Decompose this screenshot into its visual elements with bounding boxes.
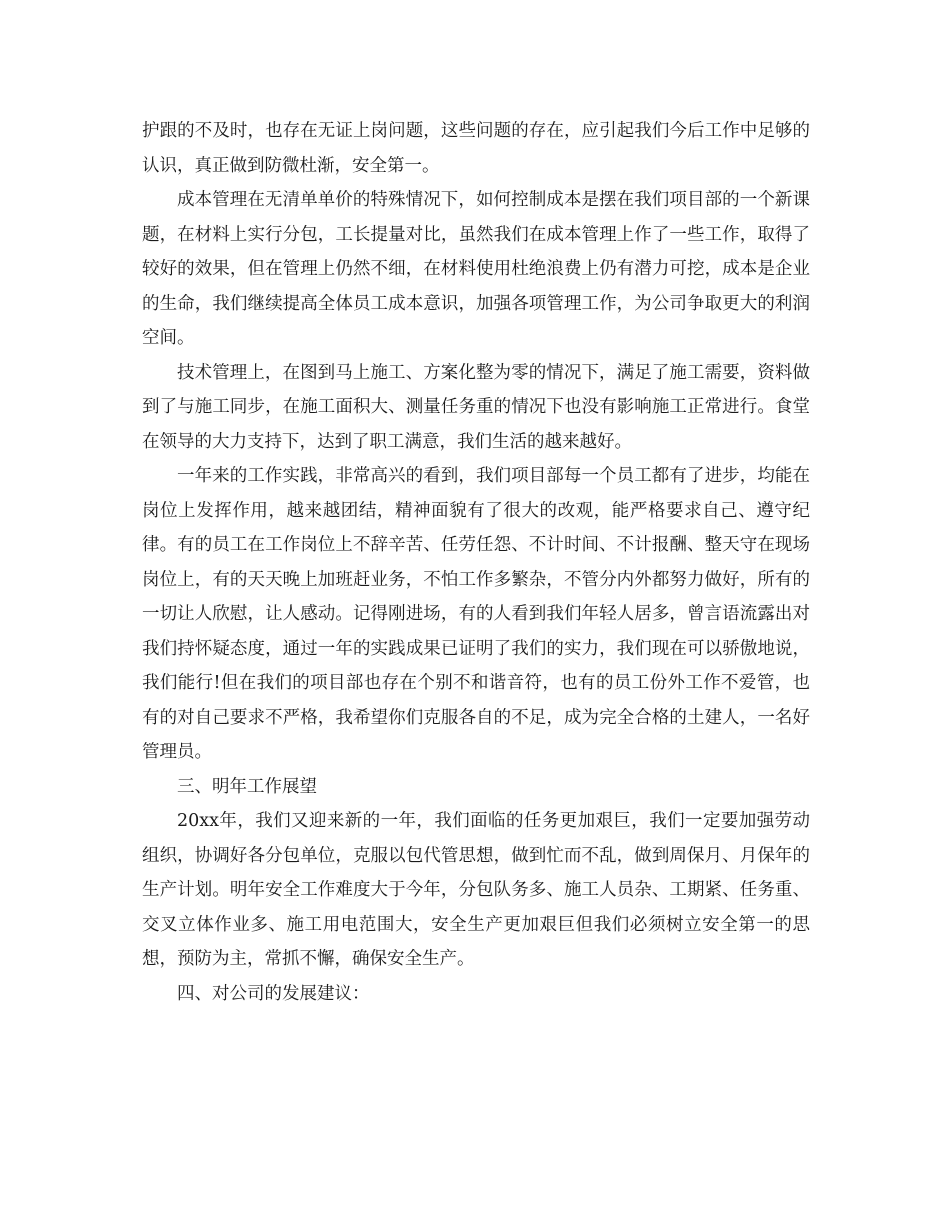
paragraph-year-practice: 一年来的工作实践，非常高兴的看到，我们项目部每一个员工都有了进步，均能在岗位上发挥作用，越来越团结，精神面貌有了很大的改观，能严格要求自己、遵守纪律。有的员工在工作岗位上不辞辛苦、任劳任怨、不计时间、不计报酬、整天守在现场岗位上，有的天天晚上加班赶业务，不怕工作多繁杂，不管分内外都努力做好，所有的一切让人欣慰，让人感动。记得刚进场，有的人看到我们年轻人居多，曾言语流露出对我们持怀疑态度，通过一年的实践成果已证明了我们的实力，我们现在可以骄傲地说，我们能行!但在我们的项目部也存在个别不和谐音符，也有的员工份外工作不爱管，也有的对自己要求不严格，我希望你们克服各自的不足，成为完全合格的土建人，一名好管理员。 xyxy=(142,466,810,762)
paragraph-cost-management: 成本管理在无清单单价的特殊情况下，如何控制成本是摆在我们项目部的一个新课题，在材料上实行分包，工长提量对比，虽然我们在成本管理上作了一些工作，取得了较好的效果，但在管理上仍然不细，在材料使用杜绝浪费上仍有潜力可挖，成本是企业的生命，我们继续提高全体员工成本意识，加强各项管理工作，为公司争取更大的利润空间。 xyxy=(142,190,810,348)
paragraph-technical-management: 技术管理上，在图到马上施工、方案化整为零的情况下，满足了施工需要，资料做到了与施工同步，在施工面积大、测量任务重的情况下也没有影响施工正常进行。食堂在领导的大力支持下，达到了职工满意，我们生活的越来越好。 xyxy=(142,362,810,452)
section-heading-company-suggestions: 四、对公司的发展建议： xyxy=(177,983,370,1004)
section-heading-next-year-outlook: 三、明年工作展望 xyxy=(177,776,317,797)
paragraph-safety-conclusion: 护跟的不及时，也存在无证上岗问题，这些问题的存在，应引起我们今后工作中足够的认识，真正做到防微杜渐，安全第一。 xyxy=(142,121,810,176)
document-body xyxy=(142,114,810,1011)
paragraph-next-year-plan: 20xx年，我们又迎来新的一年，我们面临的任务更加艰巨，我们一定要加强劳动组织，协调好各分包单位，克服以包代管思想，做到忙而不乱，做到周保月、月保年的生产计划。明年安全工作难度大于今年，分包队务多、施工人员杂、工期紧、任务重、交叉立体作业多、施工用电范围大，安全生产更加艰巨但我们必须树立安全第一的思想，预防为主，常抓不懈，确保安全生产。 xyxy=(142,811,810,969)
